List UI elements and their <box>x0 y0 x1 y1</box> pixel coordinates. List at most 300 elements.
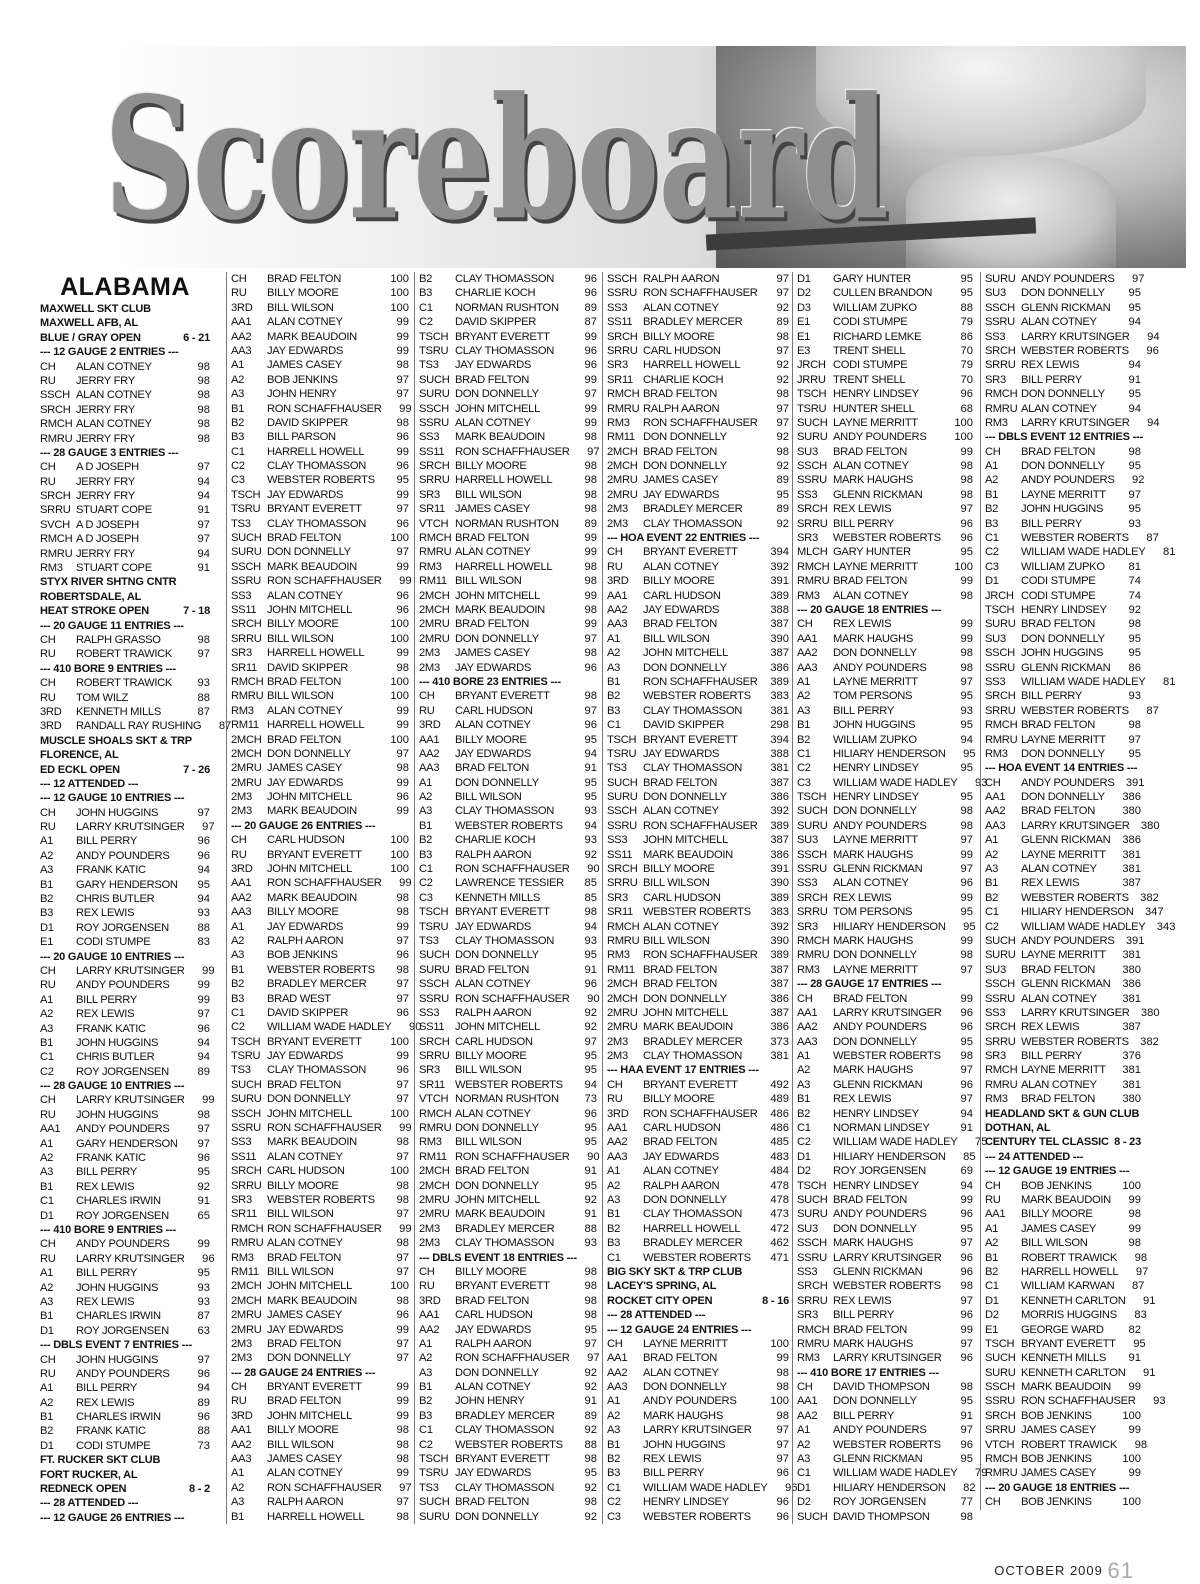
class-code: SSRU <box>985 316 1015 329</box>
score: 97 <box>396 1093 409 1106</box>
result-row <box>419 574 597 588</box>
result-row <box>797 1006 973 1020</box>
shooter-name: BILL WILSON <box>1021 1237 1088 1250</box>
class-code: A1 <box>40 1382 54 1395</box>
score: 100 <box>770 1337 789 1350</box>
result-row <box>607 358 789 372</box>
shooter-name: RALPH GRASSO <box>76 633 161 646</box>
event-name: HEAT STROKE OPEN <box>40 605 150 618</box>
shooter-name: MARK BEAUDOIN <box>455 431 545 444</box>
shooter-name: JOHN MITCHELL <box>267 1280 352 1293</box>
result-row <box>231 373 409 387</box>
class-code: 2MRU <box>607 474 638 487</box>
class-code: SUCH <box>419 1496 450 1509</box>
result-row <box>40 935 210 949</box>
result-row <box>40 1237 210 1251</box>
shooter-name: WILLIAM KARWAN <box>1021 1280 1115 1293</box>
class-code: SR3 <box>797 1309 818 1322</box>
score: 91 <box>1128 1352 1141 1365</box>
result-row <box>40 1396 210 1410</box>
class-code: 2M3 <box>231 791 252 804</box>
shooter-name: GLENN RICKMAN <box>833 1078 923 1091</box>
event-heading <box>985 1135 1141 1149</box>
shooter-name: ALAN COTNEY <box>1021 863 1097 876</box>
result-row <box>231 387 409 401</box>
score: 95 <box>584 1050 597 1063</box>
result-row <box>419 315 597 329</box>
score: 99 <box>1128 1424 1141 1437</box>
shooter-name: RON SCHAFFHAUSER <box>267 1222 382 1235</box>
result-row <box>607 445 789 459</box>
result-row <box>985 1409 1141 1423</box>
score: 96 <box>197 835 210 848</box>
class-code: AA2 <box>607 1136 628 1149</box>
shooter-name: LAYNE MERRITT <box>833 416 918 429</box>
result-row <box>231 704 409 718</box>
class-code: A3 <box>40 1022 54 1035</box>
class-code: CH <box>985 776 1001 789</box>
class-code: 2MRU <box>231 1323 262 1336</box>
shooter-name: REX LEWIS <box>643 1453 702 1466</box>
class-code: 2MCH <box>231 733 262 746</box>
class-code: SSCH <box>985 301 1015 314</box>
class-code: SSRU <box>797 474 827 487</box>
shooter-name: DON DONNELLY <box>1021 287 1105 300</box>
class-code: SRCH <box>797 503 828 516</box>
class-code: AA1 <box>419 1309 440 1322</box>
result-row <box>607 776 789 790</box>
score: 95 <box>960 1395 973 1408</box>
class-code: TSRU <box>419 920 449 933</box>
class-code: E1 <box>985 1323 999 1336</box>
score: 95 <box>584 1467 597 1480</box>
shooter-name: JAY EDWARDS <box>267 776 344 789</box>
shooter-name: HENRY LINDSEY <box>833 1107 919 1120</box>
shooter-name: MARK BEAUDOIN <box>267 330 357 343</box>
shooter-name: JOHN HUGGINS <box>833 719 916 732</box>
score: 90 <box>587 992 600 1005</box>
result-row <box>607 905 789 919</box>
score: 376 <box>1122 1050 1141 1063</box>
class-code: D1 <box>797 1150 811 1163</box>
result-row <box>607 761 789 775</box>
result-row <box>419 1236 597 1250</box>
class-code: SURU <box>985 273 1016 285</box>
shooter-name: REX LEWIS <box>76 907 135 920</box>
class-code: SRCH <box>607 330 638 343</box>
shooter-name: BRAD FELTON <box>833 1323 907 1336</box>
result-row <box>607 459 789 473</box>
shooter-name: BRAD FELTON <box>643 618 717 631</box>
class-code: 2MCH <box>607 445 638 458</box>
shooter-name: TRENT SHELL <box>833 373 906 386</box>
shooter-name: BILLY MOORE <box>267 287 339 300</box>
class-code: CH <box>40 1353 56 1366</box>
shooter-name: BILL PERRY <box>833 704 895 717</box>
shooter-name: BILL WILSON <box>643 632 710 645</box>
result-row <box>231 1236 409 1250</box>
shooter-name: BILL WILSON <box>455 1064 522 1077</box>
result-row <box>607 1394 789 1408</box>
result-row <box>985 344 1159 358</box>
score: 97 <box>776 1453 789 1466</box>
class-code: TS3 <box>419 934 439 947</box>
class-code: 2MCH <box>231 1280 262 1293</box>
score: 100 <box>390 1165 409 1178</box>
shooter-name: BILL WILSON <box>643 934 710 947</box>
shooter-name: GLENN RICKMAN <box>1021 978 1111 991</box>
result-row <box>419 761 597 775</box>
shooter-name: RANDALL RAY RUSHING <box>76 720 202 733</box>
class-code: A2 <box>985 474 999 487</box>
shooter-name: BRAD FELTON <box>1021 445 1095 458</box>
section-heading: --- 28 GAUGE 24 ENTRIES --- <box>231 1366 376 1379</box>
class-code: CH <box>985 1496 1001 1509</box>
score: 99 <box>396 1409 409 1422</box>
score: 91 <box>197 1195 210 1208</box>
class-code: 3RD <box>419 1294 441 1307</box>
result-row <box>40 1381 210 1395</box>
shooter-name: HARRELL HOWELL <box>267 647 365 660</box>
score: 92 <box>584 1481 597 1494</box>
result-row <box>607 1006 789 1020</box>
class-code: C1 <box>985 1280 999 1293</box>
result-row <box>607 617 789 631</box>
class-code: SRRU <box>985 704 1016 717</box>
result-row <box>419 776 597 790</box>
score: 91 <box>1143 1366 1156 1379</box>
shooter-name: BILL WILSON <box>267 690 334 703</box>
shooter-name: BRAD FELTON <box>643 963 717 976</box>
shooter-name: BRADLEY MERCER <box>643 316 743 329</box>
score: 88 <box>960 301 973 314</box>
class-code: SURU <box>797 431 828 444</box>
result-row <box>607 1035 789 1049</box>
score: 97 <box>396 934 409 947</box>
score: 83 <box>197 936 210 949</box>
shooter-name: MARK HAUGHS <box>833 848 913 861</box>
class-code: 2MRU <box>231 1309 262 1322</box>
score: 386 <box>770 1021 789 1034</box>
shooter-name: JOHN MITCHELL <box>643 834 728 847</box>
result-row <box>985 862 1141 876</box>
result-row <box>231 545 409 559</box>
shooter-name: CHARLES IRWIN <box>76 1411 161 1424</box>
result-row <box>985 848 1141 862</box>
shooter-name: ALAN COTNEY <box>76 360 152 373</box>
result-row <box>419 617 597 631</box>
result-row <box>607 545 789 559</box>
result-row <box>419 963 597 977</box>
result-row <box>231 330 409 344</box>
result-row <box>797 790 973 804</box>
shooter-name: BILL WILSON <box>455 791 522 804</box>
result-row <box>797 574 973 588</box>
shooter-name: BRADLEY MERCER <box>267 978 367 991</box>
shooter-name: HARRELL HOWELL <box>455 560 553 573</box>
shooter-name: JAMES CASEY <box>1021 1467 1097 1480</box>
result-row <box>231 747 409 761</box>
result-row <box>40 906 210 920</box>
score: 98 <box>584 690 597 703</box>
shooter-name: BRAD FELTON <box>833 445 907 458</box>
shooter-name: MARK BEAUDOIN <box>1021 1381 1111 1394</box>
score: 95 <box>776 488 789 501</box>
class-code: JRCH <box>985 589 1014 602</box>
result-row <box>985 1366 1156 1380</box>
score: 96 <box>960 1006 973 1019</box>
class-code: 2M3 <box>231 805 252 818</box>
shooter-name: ALAN COTNEY <box>643 1366 719 1379</box>
shooter-name: BRYANT EVERETT <box>1021 1337 1116 1350</box>
shooter-name: DON DONNELLY <box>455 1510 539 1523</box>
class-code: A1 <box>607 1395 621 1408</box>
class-code: AA1 <box>40 1123 61 1136</box>
class-code: A2 <box>40 1396 54 1409</box>
result-row <box>985 920 1176 934</box>
score: 92 <box>584 1194 597 1206</box>
result-row <box>231 531 409 545</box>
class-code: RM3 <box>419 1136 442 1149</box>
score: 484 <box>770 1165 789 1178</box>
score: 99 <box>960 992 973 1005</box>
class-code: SR3 <box>797 920 818 933</box>
class-code: A3 <box>797 1453 811 1466</box>
class-code: C2 <box>797 762 811 775</box>
section-heading: --- 410 BORE 17 ENTRIES --- <box>797 1366 939 1379</box>
class-code: C2 <box>985 546 999 559</box>
score: 63 <box>197 1324 210 1337</box>
score: 97 <box>960 1237 973 1250</box>
class-code: B1 <box>607 1438 621 1451</box>
class-code: SRRU <box>985 1424 1016 1437</box>
shooter-name: CHARLES IRWIN <box>76 1310 161 1323</box>
class-code: A2 <box>607 647 621 660</box>
class-code: B2 <box>985 891 999 904</box>
result-row <box>797 1121 973 1135</box>
class-code: TSCH <box>607 733 637 746</box>
score: 96 <box>396 949 409 962</box>
result-row <box>985 963 1141 977</box>
shooter-name: BRYANT EVERETT <box>455 330 550 343</box>
score: 96 <box>197 1152 210 1165</box>
score: 98 <box>584 474 597 487</box>
class-code: TSRU <box>607 747 637 760</box>
shooter-name: LAYNE MERRITT <box>643 1337 728 1350</box>
shooter-name: WEBSTER ROBERTS <box>643 1510 751 1523</box>
score: 95 <box>584 1122 597 1135</box>
score: 94 <box>1128 359 1141 372</box>
shooter-name: LAYNE MERRITT <box>1021 848 1106 861</box>
class-code: SS3 <box>985 675 1006 688</box>
class-code: A3 <box>419 805 433 818</box>
shooter-name: LAYNE MERRITT <box>833 963 918 976</box>
class-code: AA2 <box>985 805 1006 818</box>
score: 98 <box>1134 1438 1148 1451</box>
class-code: 3RD <box>607 575 629 588</box>
result-row <box>607 589 789 603</box>
shooter-name: BRAD FELTON <box>267 273 341 285</box>
result-row <box>985 1049 1141 1063</box>
class-code: D1 <box>985 1294 999 1307</box>
shooter-name: WILLIAM WADE HADLEY <box>1021 546 1146 559</box>
result-row <box>985 330 1160 344</box>
result-row <box>419 517 597 531</box>
score: 91 <box>197 504 210 517</box>
result-row <box>607 1495 789 1509</box>
result-row <box>419 1351 600 1365</box>
class-code: SSCH <box>797 1237 827 1250</box>
result-row <box>797 992 973 1006</box>
score: 94 <box>1147 416 1160 429</box>
shooter-name: RON SCHAFFHAUSER <box>267 575 382 588</box>
shooter-name: JOHN MITCHELL <box>267 791 352 804</box>
score: 97 <box>197 461 210 474</box>
class-code: RU <box>40 648 56 661</box>
class-code: 3RD <box>231 301 253 314</box>
shooter-name: BRAD FELTON <box>455 532 529 545</box>
shooter-name: CLAY THOMASSON <box>455 1424 554 1437</box>
page-number: 61 <box>1107 1558 1134 1583</box>
shooter-name: BRYANT EVERETT <box>643 1078 738 1091</box>
result-row <box>419 272 597 286</box>
shooter-name: BILL WILSON <box>267 1208 334 1221</box>
result-row <box>797 661 973 675</box>
score: 79 <box>960 359 973 372</box>
result-row <box>607 373 789 387</box>
shooter-name: RON SCHAFFHAUSER <box>1021 1395 1136 1408</box>
result-row <box>797 1107 973 1121</box>
shooter-name: ROY JORGENSEN <box>76 1065 169 1078</box>
class-code: TSRU <box>797 402 827 415</box>
score: 97 <box>396 1265 409 1278</box>
result-row <box>797 1035 973 1049</box>
result-row <box>419 747 597 761</box>
class-code: E3 <box>797 344 811 357</box>
score: 95 <box>963 920 976 933</box>
class-code: RMCH <box>985 1064 1018 1077</box>
score: 478 <box>770 1194 789 1206</box>
class-code: AA1 <box>607 1352 628 1365</box>
class-code: SUCH <box>231 532 262 545</box>
result-row <box>419 632 597 646</box>
shooter-name: REX LEWIS <box>833 618 892 631</box>
class-code: CH <box>797 992 813 1005</box>
result-row <box>231 1495 409 1509</box>
class-code: TSCH <box>985 1337 1015 1350</box>
result-row <box>419 531 597 545</box>
shooter-name: BRADLEY MERCER <box>643 503 743 516</box>
shooter-name: RON SCHAFFHAUSER <box>455 863 570 876</box>
result-row <box>607 560 789 574</box>
event-heading <box>607 1294 789 1308</box>
score: 93 <box>197 1295 210 1308</box>
result-row <box>419 1279 597 1293</box>
class-code: AA2 <box>607 1366 628 1379</box>
score: 96 <box>960 877 973 890</box>
result-row <box>985 675 1176 689</box>
class-code: 2M3 <box>419 1237 440 1250</box>
class-code: RU <box>607 1093 623 1106</box>
score: 99 <box>960 1323 973 1336</box>
class-code: SSRU <box>231 575 261 588</box>
score: 70 <box>960 344 973 357</box>
class-code: 2M3 <box>231 1352 252 1365</box>
class-code: SS3 <box>985 1006 1006 1019</box>
result-row <box>797 1452 973 1466</box>
score: 97 <box>396 1496 409 1509</box>
result-row <box>419 387 597 401</box>
score: 478 <box>770 1179 789 1192</box>
result-row <box>607 689 789 703</box>
class-code: CH <box>607 1078 623 1091</box>
result-row <box>797 330 973 344</box>
shooter-name: DAVID SKIPPER <box>643 719 725 732</box>
class-code: TSCH <box>985 603 1015 616</box>
result-row <box>40 1137 210 1151</box>
shooter-name: CARL HUDSON <box>643 1122 721 1135</box>
shooter-name: DON DONNELLY <box>643 791 727 804</box>
section-heading: LACEY'S SPRING, AL <box>607 1280 717 1293</box>
shooter-name: JAMES CASEY <box>1021 1222 1097 1235</box>
score: 100 <box>390 532 409 545</box>
shooter-name: ANDY POUNDERS <box>1021 934 1115 947</box>
result-row <box>419 704 597 718</box>
class-code: RM11 <box>231 1265 259 1278</box>
score: 98 <box>396 1424 409 1437</box>
class-code: TSCH <box>797 1179 827 1192</box>
result-row <box>607 1020 789 1034</box>
class-code: C2 <box>419 1438 433 1451</box>
class-code: SSRU <box>797 1251 827 1264</box>
shooter-name: ALAN COTNEY <box>267 589 343 602</box>
class-code: AA2 <box>231 1438 252 1451</box>
class-code: A1 <box>231 920 245 933</box>
result-row <box>607 387 789 401</box>
score: 98 <box>960 488 973 501</box>
score: 98 <box>960 1510 973 1523</box>
shooter-name: CARL HUDSON <box>455 1035 533 1048</box>
result-row <box>419 790 597 804</box>
class-code: SRRU <box>797 1294 828 1307</box>
shooter-name: JAMES CASEY <box>267 1309 343 1322</box>
class-code: SRCH <box>985 690 1016 703</box>
class-code: CH <box>40 1094 56 1107</box>
score: 88 <box>197 921 210 934</box>
score: 98 <box>396 1136 409 1149</box>
result-row <box>419 488 597 502</box>
event-name: REDNECK OPEN <box>40 1483 127 1496</box>
result-row <box>231 733 409 747</box>
class-code: TS3 <box>419 1481 439 1494</box>
score: 96 <box>960 1021 973 1034</box>
class-code: RMRU <box>419 1122 452 1135</box>
shooter-name: KENNETH CARLTON <box>1021 1294 1126 1307</box>
event-name: ROCKET CITY OPEN <box>607 1294 713 1307</box>
shooter-name: WEBSTER ROBERTS <box>643 690 751 703</box>
score: 93 <box>584 834 597 847</box>
state-heading: ALABAMA <box>60 273 190 301</box>
class-code: RU <box>40 691 56 704</box>
class-code: CH <box>40 677 56 690</box>
score: 98 <box>396 906 409 919</box>
score: 91 <box>584 1395 597 1408</box>
class-code: SSCH <box>607 273 637 285</box>
results-column-1 <box>40 272 232 1525</box>
score: 472 <box>770 1222 789 1235</box>
class-code: A2 <box>419 791 433 804</box>
score: 97 <box>1128 733 1141 746</box>
